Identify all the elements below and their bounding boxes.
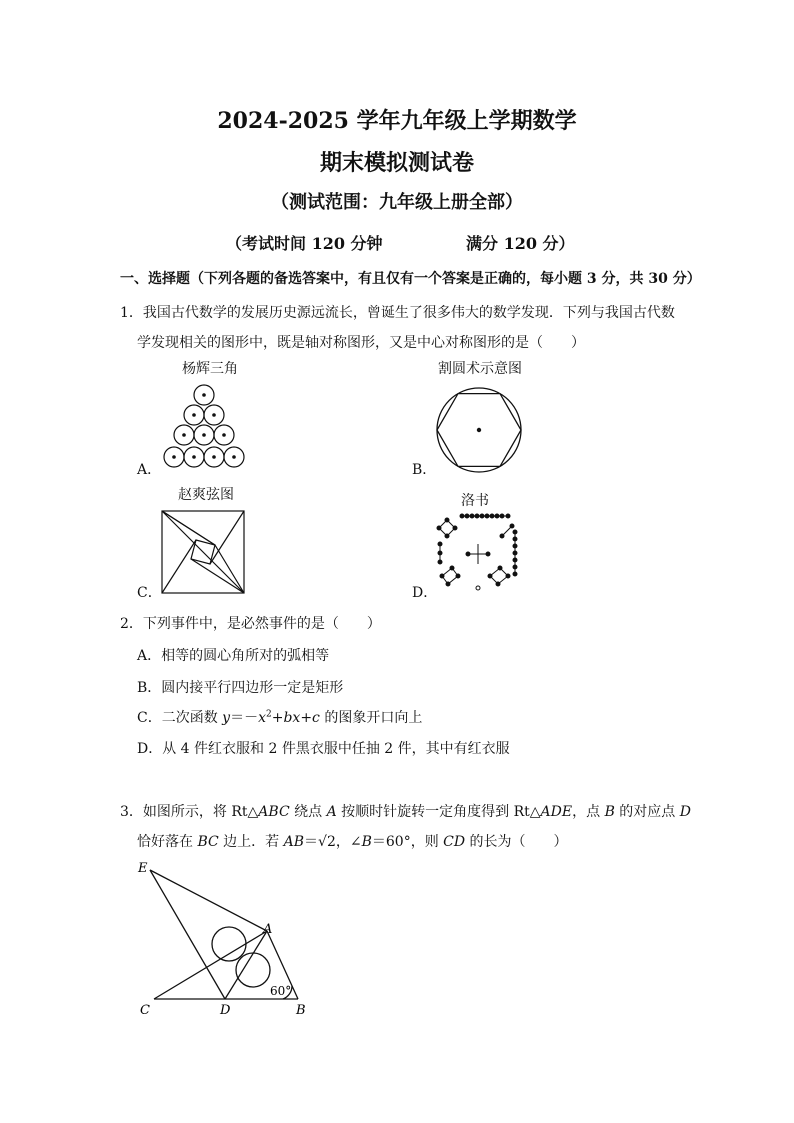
q2-option-c: C．二次函数 $y=-x^2+bx+c$ 的图象开口向上 xyxy=(137,709,423,726)
section-heading: 一、选择题（下列各题的备选答案中，有且仅有一个答案是正确的，每小题 3 分，共 30 分） xyxy=(120,271,701,287)
zhaoshuang-figure xyxy=(160,509,246,595)
q2-option-a: A．相等的圆心角所对的弧相等 xyxy=(137,648,330,664)
yanghui-circles xyxy=(164,385,244,467)
label-D: D xyxy=(220,1003,231,1018)
q2-stem: 2．下列事件中，是必然事件的是（ ） xyxy=(120,616,381,632)
q1-optD-label: D． xyxy=(412,585,438,601)
label-A: A xyxy=(263,922,273,937)
label-E: E xyxy=(138,861,148,876)
exam-time: （考试时间 120 分钟 xyxy=(226,234,383,253)
q1-stem-line2: 学发现相关的图形中，既是轴对称图形，又是中心对称图形的是（ ） xyxy=(137,335,585,351)
angle-label: 60° xyxy=(270,984,292,998)
q1-optA-label: A． xyxy=(137,462,162,478)
luoshu-figure xyxy=(432,510,524,592)
label-C: C xyxy=(140,1003,150,1018)
yanghui-triangle-figure xyxy=(158,378,250,474)
label-B: B xyxy=(296,1003,306,1018)
exam-score: 满分 120 分） xyxy=(466,234,575,253)
q1-optD-caption: 洛书 xyxy=(461,493,489,509)
q3-rotation-figure xyxy=(132,856,318,1022)
q3-stem-line2: 恰好落在 BC 边上．若 AB＝√2，∠B＝60°，则 CD 的长为（ ） xyxy=(137,834,568,850)
q1-optA-caption: 杨辉三角 xyxy=(182,361,238,377)
q2-option-d: D．从 4 件红衣服和 2 件黑衣服中任抽 2 件，其中有红衣服 xyxy=(137,741,510,757)
q2-option-b: B．圆内接平行四边形一定是矩形 xyxy=(137,680,344,696)
q1-optC-label: C． xyxy=(137,585,162,601)
circle-hexagon-figure xyxy=(434,385,524,475)
exam-title-line1: 2024-2025 学年九年级上学期数学 xyxy=(217,108,577,134)
exam-scope: （测试范围：九年级上册全部） xyxy=(271,192,523,213)
q1-stem-line1: 1．我国古代数学的发展历史源远流长，曾诞生了很多伟大的数学发现．下列与我国古代数 xyxy=(120,305,675,321)
yanghui-dots xyxy=(172,393,236,459)
q1-optB-caption: 割圆术示意图 xyxy=(438,361,522,377)
exam-title-line2: 期末模拟测试卷 xyxy=(319,150,474,176)
q3-stem-line1: 3．如图所示，将 Rt△ABC 绕点 A 按顺时针旋转一定角度得到 Rt△ADE，点 B 的对应点 D xyxy=(120,804,691,820)
q1-optB-label: B． xyxy=(412,462,437,478)
q1-optC-caption: 赵爽弦图 xyxy=(178,487,234,503)
